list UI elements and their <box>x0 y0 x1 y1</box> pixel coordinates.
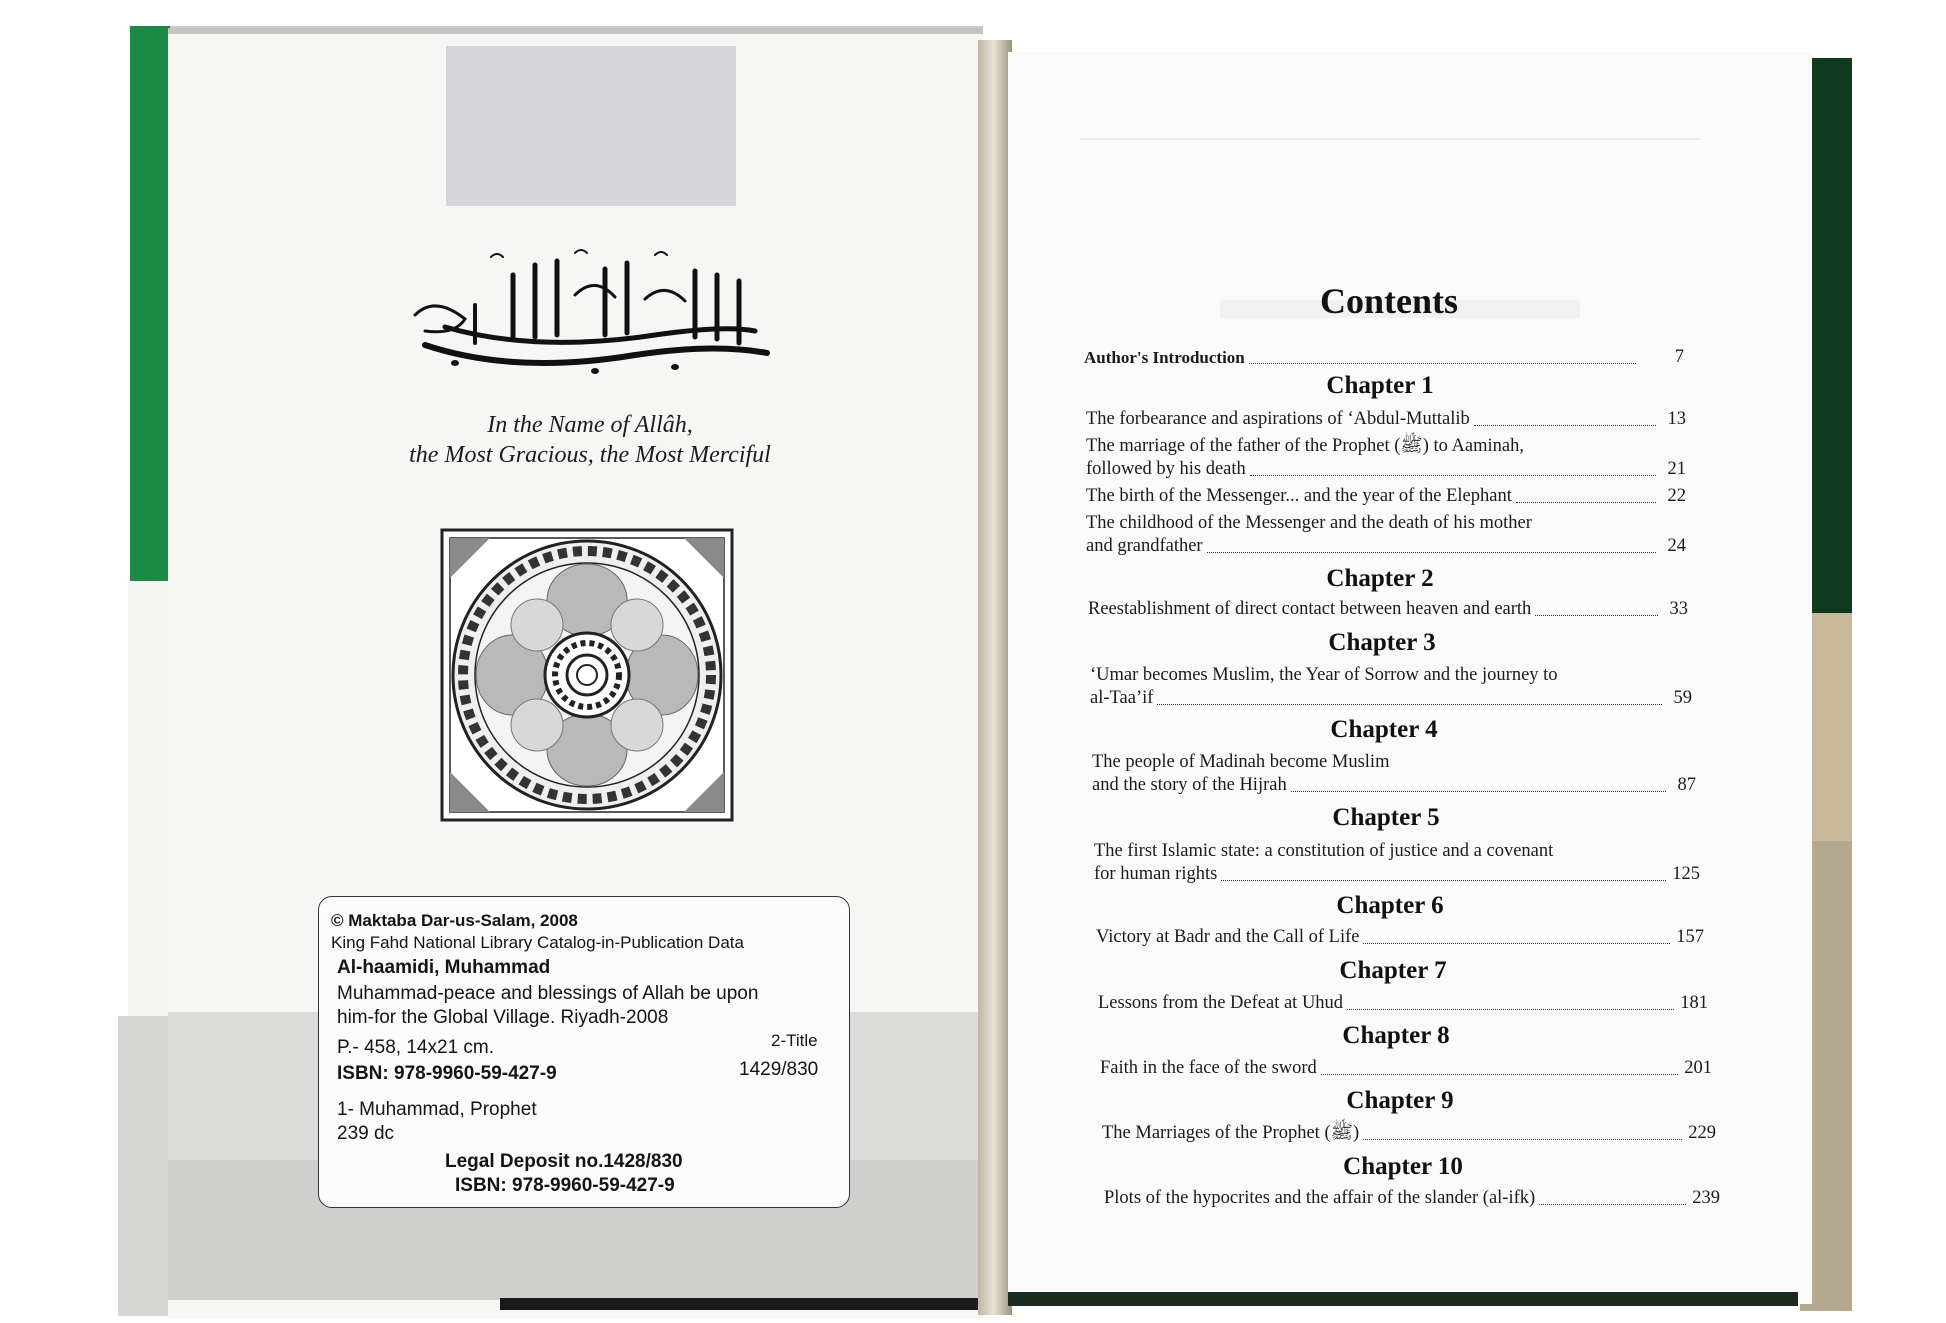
chapter-heading: Chapter 7 <box>1339 957 1447 984</box>
subject-line: 1- Muhammad, Prophet <box>337 1099 537 1120</box>
library-line: King Fahd National Library Catalog-in-Publication Data <box>331 933 744 952</box>
toc-page-number: 7 <box>1674 347 1684 367</box>
toc-entry <box>1086 408 1686 431</box>
toc-entry-text: The people of Madinah become Muslim <box>1092 752 1390 772</box>
toc-entry-introduction <box>1084 346 1684 369</box>
toc-entry-text: for human rights <box>1094 864 1218 884</box>
toc-page-number: 201 <box>1684 1058 1712 1078</box>
isbn-line: ISBN: 978-9960-59-427-9 <box>337 1063 557 1084</box>
toc-entry <box>1098 992 1708 1015</box>
toc-entry <box>1096 926 1704 949</box>
toc-page-number: 125 <box>1672 864 1700 884</box>
chapter-heading: Chapter 10 <box>1343 1153 1463 1180</box>
bismillah-calligraphy <box>395 235 785 385</box>
toc-entry-text: and grandfather <box>1086 536 1203 556</box>
front-cover-green-edge <box>130 26 170 581</box>
left-page-top-shadow <box>168 26 983 34</box>
toc-entry-text: The childhood of the Messenger and the death of his mother <box>1086 513 1532 533</box>
catalog-publication-box <box>318 896 850 1208</box>
right-page-bottom-edge <box>1008 1292 1798 1306</box>
copyright-line: © Maktaba Dar-us-Salam, 2008 <box>331 911 578 930</box>
dot-leader <box>1363 1139 1682 1140</box>
toc-entry <box>1086 512 1686 558</box>
caption-line-2: the Most Gracious, the Most Merciful <box>409 442 771 468</box>
title-line-2: him-for the Global Village. Riyadh-2008 <box>337 1007 669 1028</box>
toc-entry <box>1088 598 1688 621</box>
chapter-heading: Chapter 4 <box>1330 716 1438 743</box>
book-spine-gutter <box>978 40 1012 1315</box>
chapter-heading: Chapter 9 <box>1346 1087 1454 1114</box>
toc-entry-text: Victory at Badr and the Call of Life <box>1096 927 1360 947</box>
toc-entry-text: Author's Introduction <box>1084 348 1245 367</box>
title-line-1: Muhammad-peace and blessings of Allah be upon <box>337 983 759 1004</box>
geometric-medallion-ornament <box>440 528 734 822</box>
toc-entry-text: The birth of the Messenger... and the year of the Elephant <box>1086 486 1512 506</box>
dot-leader <box>1291 791 1666 792</box>
toc-entry <box>1086 435 1686 481</box>
toc-entry <box>1090 664 1692 710</box>
chapter-heading: Chapter 3 <box>1328 629 1436 656</box>
chapter-heading: Chapter 2 <box>1326 565 1434 592</box>
bismillah-translation <box>320 410 860 470</box>
contents-title: Contents <box>1320 281 1459 321</box>
title-code: 2-Title <box>771 1031 818 1050</box>
front-cover-white-edge <box>128 581 170 1016</box>
toc-entry-text: The forbearance and aspirations of ‘Abdul-Muttalib <box>1086 409 1470 429</box>
toc-entry-text: The marriage of the father of the Prophet (ﷺ) to Aaminah, <box>1086 436 1524 456</box>
toc-entry-text: ‘Umar becomes Muslim, the Year of Sorrow and the journey to <box>1090 665 1558 685</box>
dot-leader <box>1157 704 1662 705</box>
toc-page-number: 22 <box>1667 486 1686 506</box>
toc-entry <box>1094 840 1700 886</box>
toc-entry <box>1102 1122 1716 1145</box>
toc-page-number: 59 <box>1673 688 1692 708</box>
toc-page-number: 239 <box>1692 1188 1720 1208</box>
toc-entry-text: The first Islamic state: a constitution of justice and a covenant <box>1094 841 1554 861</box>
toc-entry-text: al-Taa’if <box>1090 688 1154 708</box>
toc-entry <box>1100 1057 1712 1080</box>
chapter-heading: Chapter 1 <box>1326 372 1434 399</box>
toc-page-number: 181 <box>1680 993 1708 1013</box>
dot-leader <box>1250 475 1656 476</box>
dot-leader <box>1221 880 1666 881</box>
toc-page-number: 157 <box>1676 927 1704 947</box>
dot-leader <box>1321 1074 1678 1075</box>
toc-page-number: 13 <box>1667 409 1686 429</box>
author-line: Al-haamidi, Muhammad <box>337 957 551 978</box>
dot-leader <box>1249 363 1636 364</box>
dot-leader <box>1539 1204 1686 1205</box>
dot-leader <box>1207 552 1656 553</box>
dot-leader <box>1516 502 1656 503</box>
toc-entry-text: The Marriages of the Prophet (ﷺ) <box>1102 1123 1360 1143</box>
toc-page-number: 87 <box>1677 775 1696 795</box>
toc-page-number: 24 <box>1667 536 1686 556</box>
chapter-heading: Chapter 8 <box>1342 1022 1450 1049</box>
toc-entry-text: followed by his death <box>1086 459 1246 479</box>
dot-leader <box>1363 943 1670 944</box>
gray-label-patch <box>446 46 736 206</box>
class-code: 1429/830 <box>739 1059 819 1080</box>
toc-entry-text: and the story of the Hijrah <box>1092 775 1287 795</box>
dot-leader <box>1474 425 1656 426</box>
dot-leader <box>1347 1009 1674 1010</box>
toc-entry-text: Reestablishment of direct contact between heaven and earth <box>1088 599 1532 619</box>
toc-entry-text: Lessons from the Defeat at Uhud <box>1098 993 1344 1013</box>
toc-entry <box>1092 751 1696 797</box>
toc-page-number: 21 <box>1667 459 1686 479</box>
toc-entry-text: Plots of the hypocrites and the affair of the slander (al-ifk) <box>1104 1188 1536 1208</box>
chapter-heading: Chapter 6 <box>1336 892 1444 919</box>
toc-page-number: 33 <box>1669 599 1688 619</box>
chapter-heading: Chapter 5 <box>1332 804 1440 831</box>
toc-page-number: 229 <box>1688 1123 1716 1143</box>
dot-leader <box>1535 615 1658 616</box>
toc-entry-text: Faith in the face of the sword <box>1100 1058 1317 1078</box>
dewey-line: 239 dc <box>337 1123 395 1144</box>
caption-line-1: In the Name of Allâh, <box>487 412 693 438</box>
isbn-footer-line: ISBN: 978-9960-59-427-9 <box>455 1175 675 1196</box>
left-page-bottom-edge <box>500 1298 983 1310</box>
front-cover-gray-edge <box>118 1016 170 1316</box>
toc-entry <box>1086 485 1686 508</box>
toc-entry <box>1104 1187 1720 1210</box>
legal-deposit-line: Legal Deposit no.1428/830 <box>445 1151 683 1172</box>
pages-line: P.- 458, 14x21 cm. <box>337 1037 495 1058</box>
show-through-rule <box>1080 138 1700 144</box>
